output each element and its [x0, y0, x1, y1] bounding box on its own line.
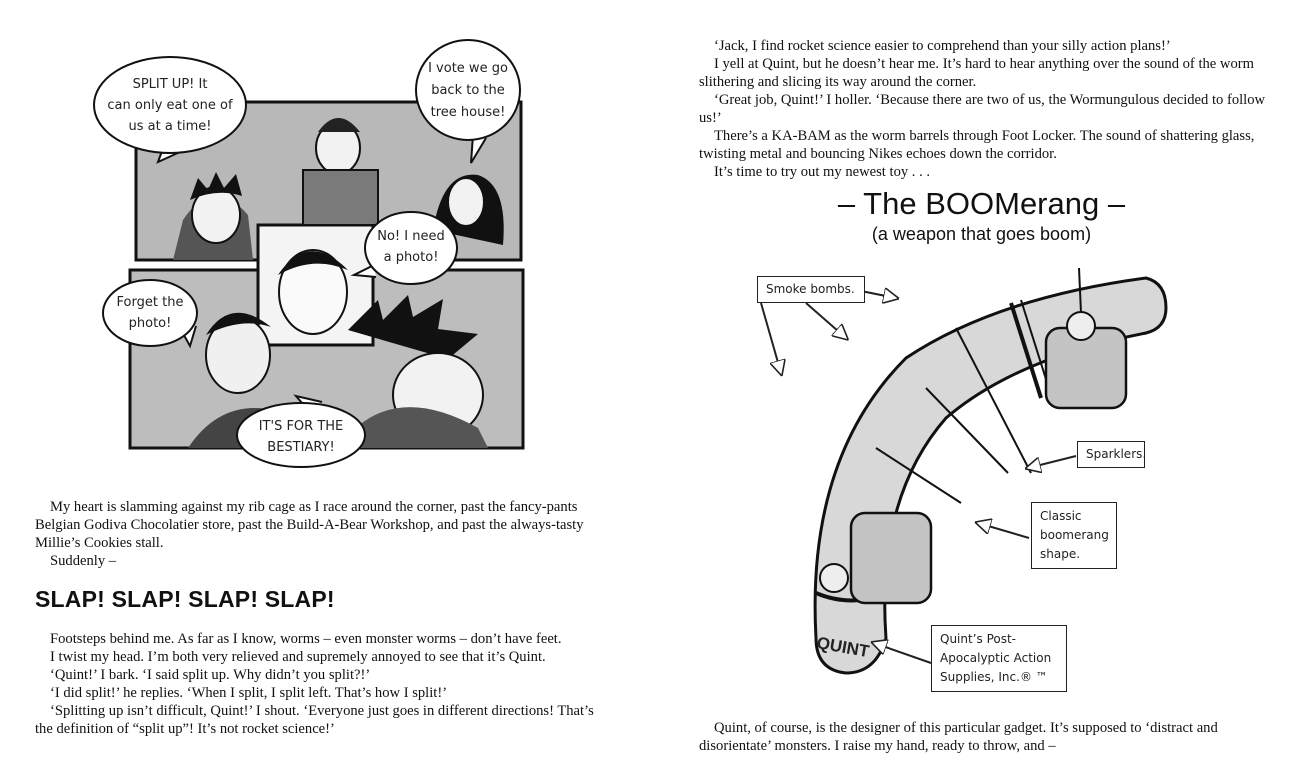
- paragraph-line: Suddenly –: [50, 553, 117, 569]
- bubble-line: can only eat one of: [107, 98, 233, 113]
- bubble-line: IT'S FOR THE: [258, 419, 344, 434]
- right-paragraph-1: [699, 37, 1269, 181]
- bubble-line: SPLIT UP! It: [132, 77, 208, 92]
- paragraph-line: It’s time to try out my newest toy . . .: [714, 164, 931, 180]
- gadget-subtitle: (a weapon that goes boom): [871, 224, 1092, 244]
- bubble-line: back to the: [431, 83, 505, 98]
- arrow-quint: [874, 643, 931, 663]
- callout-classic-shape: Classic boomerang shape.: [1031, 502, 1117, 569]
- bubble-line: Forget the: [116, 295, 184, 310]
- gadget-title: – The BOOMerang –: [837, 186, 1126, 221]
- sound-effect-heading: SLAP! SLAP! SLAP! SLAP!: [35, 586, 335, 612]
- paragraph-line: My heart is slamming against my rib cage as I race around the corner, past the fancy-pants Belgian Godiva Chocolatier store, past the Build-A-Bear Workshop, and past the always-tasty Millie’s Cookies stall.: [35, 499, 584, 551]
- arrow-sparklers: [1028, 456, 1076, 468]
- left-paragraph-2: [35, 630, 605, 738]
- arrow-smoke: [761, 303, 781, 373]
- comic-panels: [88, 30, 528, 475]
- paragraph-line: Footsteps behind me. As far as I know, worms – even monster worms – don’t have feet.: [50, 631, 562, 647]
- speech-bubble-forget: [103, 280, 197, 346]
- bubble-line: photo!: [128, 316, 172, 331]
- paragraph-line: ‘Jack, I find rocket science easier to comprehend than your silly action plans!’: [714, 38, 1171, 54]
- bubble-line: us at a time!: [128, 119, 212, 134]
- arrow-smoke: [806, 303, 846, 338]
- paragraph-line: Quint, of course, is the designer of this particular gadget. It’s supposed to ‘distract and disorientate’ monsters. I raise my hand, ready to throw, and –: [699, 720, 1218, 754]
- smoke-bomb: [820, 564, 848, 592]
- character-quint-inset: [278, 250, 348, 334]
- paragraph-line: I twist my head. I’m both very relieved and supremely annoyed to see that it’s Quint.: [50, 649, 546, 665]
- callout-sparklers: Sparklers.: [1077, 441, 1145, 468]
- right-page: [651, 0, 1302, 757]
- left-paragraph-1: [35, 498, 605, 570]
- paragraph-line: ‘I did split!’ he replies. ‘When I split, I split left. That’s how I split!’: [50, 685, 448, 701]
- callout-smoke-bombs: Smoke bombs.: [757, 276, 865, 303]
- paragraph-line: ‘Splitting up isn’t difficult, Quint!’ I shout. ‘Everyone just goes in different directions! That’s the definition of “split up”! It’s not rocket science!’: [35, 703, 594, 737]
- bubble-line: I vote we go: [428, 61, 508, 76]
- canister: [851, 513, 931, 603]
- paragraph-line: ‘Quint!’ I bark. ‘I said split up. Why didn’t you split?!’: [50, 667, 371, 683]
- paragraph-line: I yell at Quint, but he doesn’t hear me. It’s hard to hear anything over the sound of the worm slithering and slicing its way around the corner.: [699, 56, 1254, 90]
- callout-quint-supplies: Quint’s Post-Apocalyptic Action Supplies, Inc.® ™: [931, 625, 1067, 692]
- arrow-classic: [978, 523, 1029, 538]
- right-paragraph-2: [699, 719, 1269, 755]
- bubble-line: No! I need: [377, 229, 445, 244]
- paragraph-line: There’s a KA-BAM as the worm barrels through Foot Locker. The sound of shattering glass, twisting metal and bouncing Nikes echoes down the corridor.: [699, 128, 1255, 162]
- bubble-line: a photo!: [383, 250, 439, 265]
- smoke-bomb: [1067, 312, 1095, 340]
- bubble-line: BESTIARY!: [267, 440, 335, 455]
- boomerang-label: QUINT: [815, 633, 871, 662]
- paragraph-line: ‘Great job, Quint!’ I holler. ‘Because there are two of us, the Wormungulous decided to follow us!’: [699, 92, 1266, 126]
- bubble-line: tree house!: [430, 105, 506, 120]
